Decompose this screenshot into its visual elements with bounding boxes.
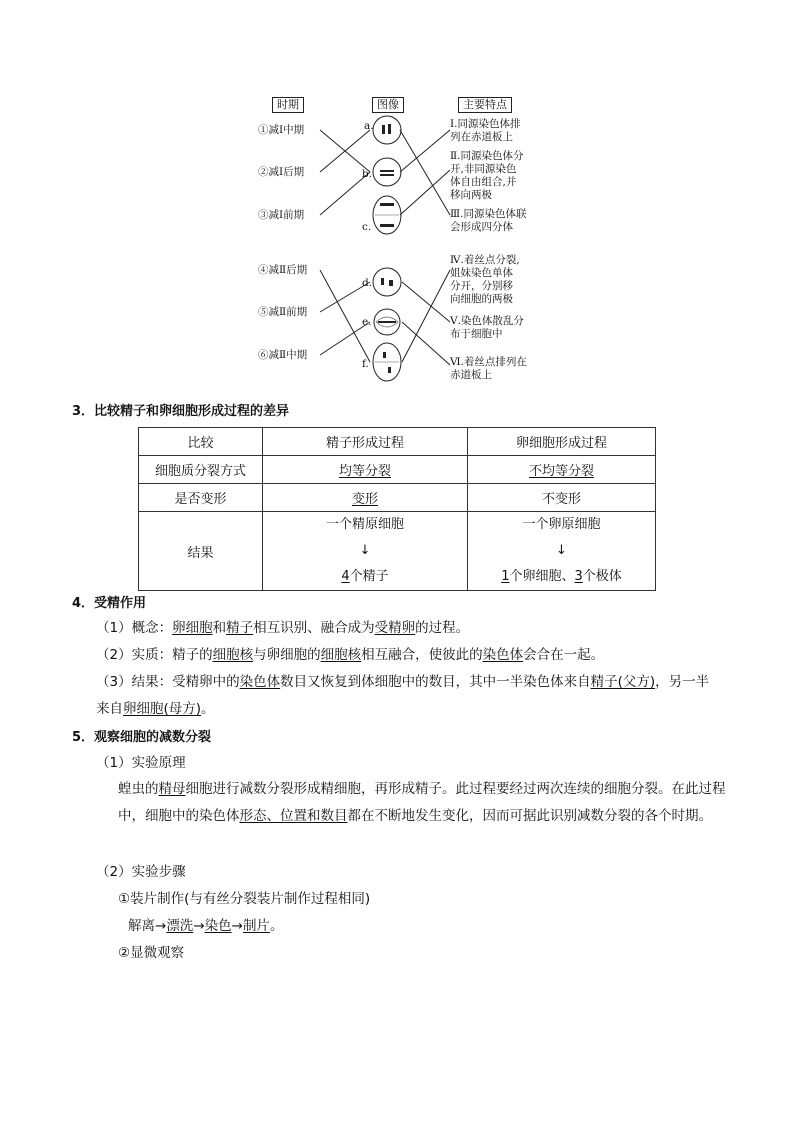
- image-letter: a.: [364, 120, 374, 132]
- meiosis-matching-diagram: [250, 90, 540, 390]
- answer-text: 细胞核: [212, 647, 254, 663]
- feature-label: Ⅱ.同源染色体分 开,非同源染色 体自由组合,并 移向两极: [450, 150, 524, 201]
- table-cell: [468, 456, 656, 484]
- table-cell: 细胞质分裂方式: [139, 456, 263, 484]
- table-cell: 比较: [139, 428, 263, 456]
- text: 与卵细胞的: [253, 647, 321, 663]
- answer-text: 染色体: [239, 674, 281, 690]
- table-cell: [263, 456, 468, 484]
- principle-body: [118, 776, 728, 830]
- text: ，另一半: [655, 674, 710, 690]
- egg-result: [468, 564, 655, 590]
- answer-text: 受精卵: [374, 620, 416, 636]
- period-label: ⑤减Ⅱ前期: [258, 306, 308, 318]
- text: 。: [201, 701, 215, 717]
- table-cell: 是否变形: [139, 484, 263, 512]
- text: 都在不断地发生变化，因而可据此识别减数分裂的各个时期。: [347, 808, 712, 824]
- answer-text: 染色: [204, 918, 232, 934]
- feature-label: Ⅳ.着丝点分裂, 姐妹染色单体 分开，分别移 向细胞的两极: [450, 254, 520, 305]
- subheading-principle: （1）实验原理: [96, 755, 186, 771]
- text: 细胞进行减数分裂形成精细胞，再形成精子。此过程要经过两次连续的细胞分裂。在此过程中，细胞中的染色体: [118, 781, 726, 824]
- fertilization-result-cont: [96, 699, 215, 719]
- connector-line: [400, 170, 450, 215]
- answer-text: 3: [574, 569, 583, 584]
- answer-text: 4: [341, 569, 350, 584]
- header-period: 时期: [272, 97, 304, 113]
- step-microscope: ②显微观察: [118, 945, 185, 961]
- table-cell: [468, 512, 656, 591]
- step-slide-prep: ①装片制作(与有丝分裂装片制作过程相同): [118, 891, 371, 907]
- fertilization-essence: [96, 645, 604, 665]
- text: 来自: [96, 701, 123, 717]
- table-cell: [263, 512, 468, 591]
- fertilization-concept: [96, 618, 469, 638]
- feature-label: Ⅵ.着丝点排列在 赤道板上: [450, 356, 527, 381]
- result-text: 个精子: [349, 569, 389, 584]
- text: 和: [212, 620, 227, 636]
- answer-text: 精子: [226, 620, 254, 636]
- answer-text: 精子(父方): [590, 674, 656, 690]
- answer-text: 漂洗: [166, 918, 194, 934]
- feature-label: Ⅴ.染色体散乱分 布于细胞中: [450, 315, 524, 340]
- answer-text: 制片: [242, 918, 270, 934]
- step-flow: [128, 916, 283, 936]
- connector-line: [402, 322, 450, 365]
- section-4-heading: 4．受精作用: [72, 596, 147, 611]
- connector-line: [400, 130, 450, 215]
- image-letter: b.: [362, 168, 373, 180]
- period-label: ③减Ⅰ前期: [258, 209, 305, 221]
- table-cell: 不变形: [468, 484, 656, 512]
- table-row: [139, 456, 656, 484]
- answer-text: 变形: [351, 492, 378, 507]
- cell-a: [373, 116, 401, 144]
- section-5-heading: 5．观察细胞的减数分裂: [72, 730, 212, 745]
- text: →: [193, 918, 205, 934]
- comparison-table: [138, 427, 656, 591]
- table-cell: 精子形成过程: [263, 428, 468, 456]
- image-letter: d.: [362, 277, 373, 289]
- answer-text: 1: [501, 569, 510, 584]
- header-features: 主要特点: [458, 97, 512, 113]
- text: （2）实质：精子的: [96, 647, 213, 663]
- answer-text: 细胞核: [320, 647, 362, 663]
- feature-label: Ⅰ.同源染色体排 列在赤道板上: [450, 118, 521, 143]
- period-label: ①减Ⅰ中期: [258, 124, 305, 136]
- subheading-steps: （2）实验步骤: [96, 864, 186, 880]
- arrow-down: ↓: [359, 543, 371, 558]
- answer-text: 染色体: [482, 647, 524, 663]
- answer-text: 卵细胞: [172, 620, 213, 636]
- period-label: ②减Ⅰ后期: [258, 166, 305, 178]
- table-row: [139, 428, 656, 456]
- text: 蝗虫的: [118, 781, 159, 797]
- answer-text: 精母: [158, 781, 186, 797]
- section-3-heading: 3．比较精子和卵细胞形成过程的差异: [72, 404, 290, 419]
- egg-origin: 一个卵原细胞: [522, 517, 601, 532]
- period-label: ④减Ⅱ后期: [258, 264, 308, 276]
- text: （3）结果：受精卵中的: [96, 674, 240, 690]
- answer-text: 形态、位置和数目: [239, 808, 348, 824]
- feature-label: Ⅲ.同源染色体联 会形成四分体: [450, 208, 527, 233]
- table-cell: 卵细胞形成过程: [468, 428, 656, 456]
- text: 。: [269, 918, 284, 934]
- image-letter: f.: [362, 358, 369, 370]
- cell-d: [373, 268, 401, 296]
- image-letter: e.: [362, 316, 372, 328]
- arrow-down: ↓: [556, 543, 567, 558]
- answer-text: 卵细胞(母方): [123, 701, 202, 717]
- table-row: [139, 512, 656, 591]
- fertilization-result: [96, 672, 709, 692]
- table-row: [139, 484, 656, 512]
- text: →: [231, 918, 243, 934]
- text: 相互识别、融合成为: [253, 620, 375, 636]
- text: 会合在一起。: [523, 647, 605, 663]
- text: 的过程。: [415, 620, 470, 636]
- result-text: 个卵细胞、: [509, 569, 575, 584]
- text: 相互融合，使彼此的: [361, 647, 483, 663]
- sperm-result: [263, 564, 467, 590]
- table-cell: [263, 484, 468, 512]
- connector-line: [400, 130, 450, 172]
- header-image: 图像: [372, 97, 404, 113]
- period-label: ⑥减Ⅱ中期: [258, 349, 308, 361]
- text: 解离→: [128, 918, 167, 934]
- answer-text: 均等分裂: [338, 464, 391, 479]
- answer-text: 不均等分裂: [528, 464, 594, 479]
- table-cell: 结果: [139, 512, 263, 591]
- sperm-origin: 一个精原细胞: [325, 517, 404, 532]
- text: （1）概念：: [96, 620, 173, 636]
- text: 数目又恢复到体细胞中的数目，其中一半染色体来自: [280, 674, 591, 690]
- image-letter: c.: [362, 221, 372, 233]
- result-text: 个极体: [582, 569, 622, 584]
